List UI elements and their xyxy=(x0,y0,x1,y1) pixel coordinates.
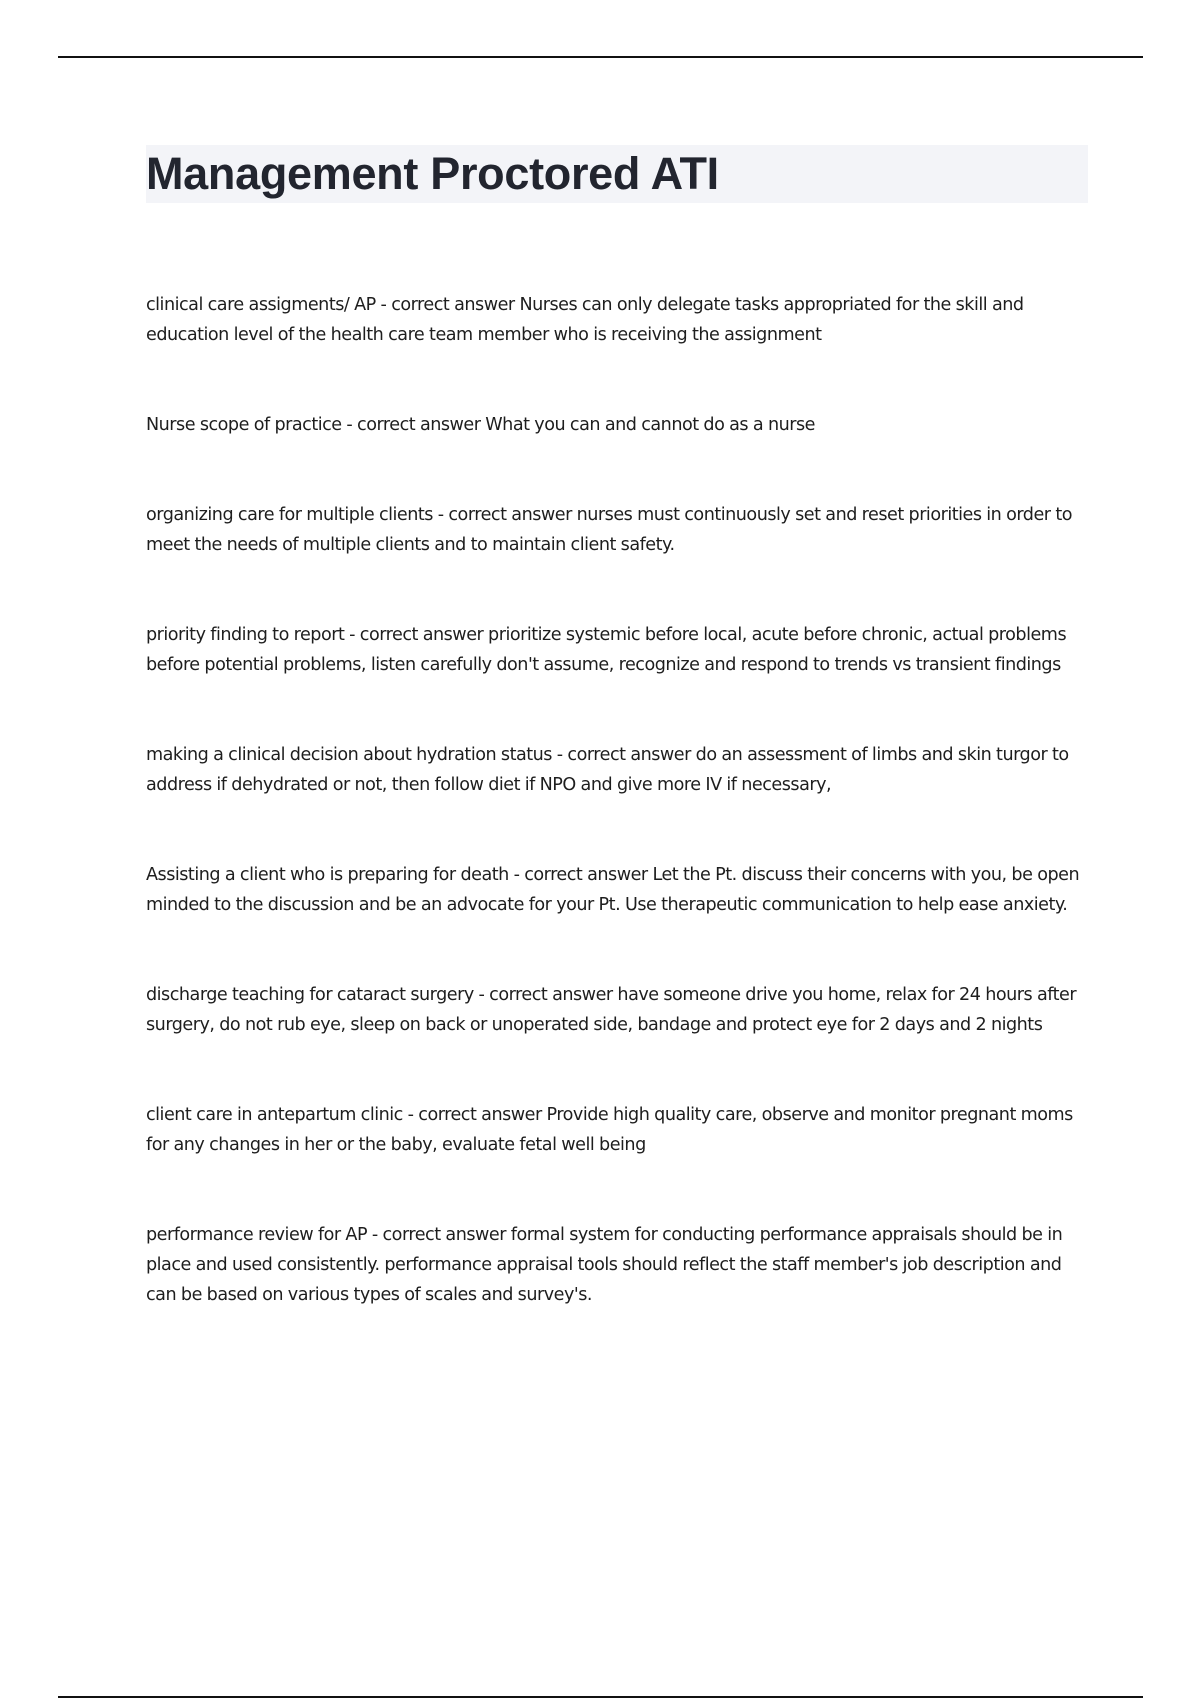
qa-separator: - correct answer xyxy=(341,415,486,435)
qa-answer: have someone drive you home, relax for 24 hours after surgery, do not rub eye, sleep on back or unoperated side, bandage and protect eye for 2 days and 2 nights xyxy=(146,985,1077,1035)
qa-item xyxy=(146,410,1091,440)
qa-term: discharge teaching for cataract surgery xyxy=(146,985,474,1005)
qa-term: Assisting a client who is preparing for death xyxy=(146,865,509,885)
qa-answer: Provide high quality care, observe and monitor pregnant moms for any changes in her or the baby, evaluate fetal well being xyxy=(146,1105,1073,1155)
qa-answer: nurses must continuously set and reset priorities in order to meet the needs of multiple clients and to maintain client safety. xyxy=(146,505,1072,555)
qa-separator: - correct answer xyxy=(375,295,520,315)
qa-answer: prioritize systemic before local, acute before chronic, actual problems before potential problems, listen carefully don't assume, recognize and respond to trends vs transient findings xyxy=(146,625,1067,675)
qa-item xyxy=(146,1220,1091,1310)
qa-item xyxy=(146,500,1091,560)
qa-term: making a clinical decision about hydration status xyxy=(146,745,552,765)
qa-answer: formal system for conducting performance appraisals should be in place and used consistently. performance appraisal tools should reflect the staff member's job description and can be based on various types of scales and survey's. xyxy=(146,1225,1063,1305)
qa-term: client care in antepartum clinic xyxy=(146,1105,403,1125)
qa-answer: Nurses can only delegate tasks appropriated for the skill and education level of the health care team member who is receiving the assignment xyxy=(146,295,1024,345)
qa-separator: - correct answer xyxy=(551,745,696,765)
qa-list xyxy=(146,290,1091,1370)
qa-answer: Let the Pt. discuss their concerns with you, be open minded to the discussion and be an advocate for your Pt. Use therapeutic communication to help ease anxiety. xyxy=(146,865,1080,915)
qa-item xyxy=(146,740,1091,800)
qa-term: Nurse scope of practice xyxy=(146,415,342,435)
qa-separator: - correct answer xyxy=(432,505,577,525)
qa-separator: - correct answer xyxy=(402,1105,547,1125)
qa-item xyxy=(146,980,1091,1040)
qa-term: performance review for AP xyxy=(146,1225,368,1245)
page-title: Management Proctored ATI xyxy=(146,148,719,199)
qa-item xyxy=(146,620,1091,680)
qa-answer: What you can and cannot do as a nurse xyxy=(485,415,815,435)
header-rule xyxy=(58,56,1143,58)
qa-term: priority finding to report xyxy=(146,625,345,645)
qa-answer: do an assessment of limbs and skin turgor to address if dehydrated or not, then follow diet if NPO and give more IV if necessary, xyxy=(146,745,1069,795)
qa-separator: - correct answer xyxy=(473,985,618,1005)
qa-separator: - correct answer xyxy=(508,865,653,885)
footer-rule xyxy=(58,1696,1143,1698)
qa-separator: - correct answer xyxy=(344,625,489,645)
qa-item xyxy=(146,290,1091,350)
qa-separator: - correct answer xyxy=(367,1225,511,1245)
qa-term: clinical care assigments/ AP xyxy=(146,295,376,315)
qa-item xyxy=(146,1100,1091,1160)
qa-item xyxy=(146,860,1091,920)
qa-term: organizing care for multiple clients xyxy=(146,505,433,525)
